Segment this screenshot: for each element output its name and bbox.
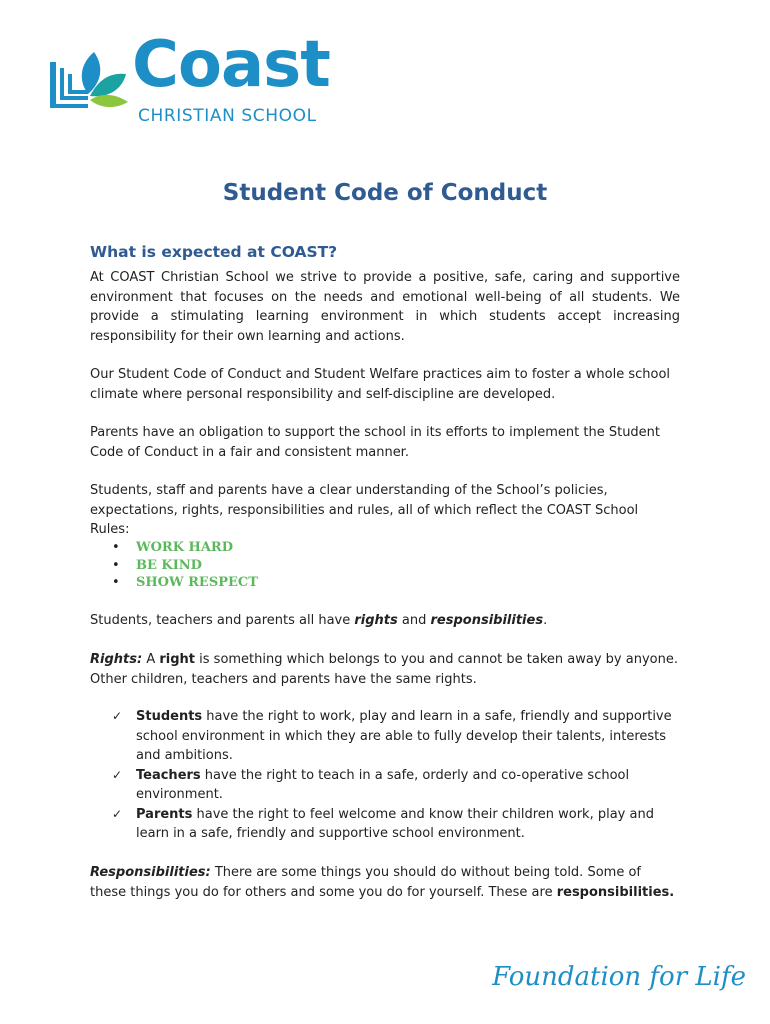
book-leaf-icon <box>48 50 130 112</box>
page-title: Student Code of Conduct <box>222 180 548 206</box>
checkmark-icon: ✓ <box>112 709 123 723</box>
checkmark-icon: ✓ <box>112 806 123 821</box>
paragraph-climate: Our Student Code of Conduct and Student Welfare practices aim to foster a whole school climate where personal responsibility and self-discipline are developed. <box>90 367 671 402</box>
paragraph-understanding: Students, staff and parents have a clear understanding of the School’s policies, expectations, rights, responsibilities and rules, all of which reflect the COAST School Rules: <box>90 483 639 537</box>
list-item: ✓ Parents have the right to feel welcome and know their children work, play and learn in a safe, friendly and supportive school environment. <box>112 806 654 841</box>
logo-subtitle: CHRISTIAN SCHOOL <box>138 106 317 126</box>
checkmark-icon: ✓ <box>112 767 123 782</box>
list-item: • WORK HARD <box>112 540 233 555</box>
rights-list <box>112 707 682 844</box>
list-item: ✓ Teachers have the right to teach in a safe, orderly and co-operative school environment. <box>112 767 630 802</box>
paragraph-parents: Parents have an obligation to support the school in its efforts to implement the Student Code of Conduct in a fair and consistent manner. <box>90 425 661 460</box>
school-logo <box>48 28 368 130</box>
list-item: • SHOW RESPECT <box>112 575 258 590</box>
school-rules-list <box>112 539 258 592</box>
paragraph-rights-intro: Students, teachers and parents all have rights and responsibilities. <box>90 613 548 628</box>
bullet-icon: • <box>112 575 120 590</box>
list-item: • BE KIND <box>112 557 202 573</box>
bullet-icon: • <box>112 540 120 555</box>
paragraph-rights-definition: Rights: A right is something which belongs to you and cannot be taken away by anyone. Other children, teachers and parents have the same rights. <box>90 652 678 687</box>
section-heading: What is expected at COAST? <box>90 243 338 261</box>
paragraph-intro: At COAST Christian School we strive to provide a positive, safe, caring and supportive environment that focuses on the needs and emotional well-being of all students. We provide a stimulating learning environment in which students accept increasing responsibility for their own learning and actions. <box>90 270 680 344</box>
bullet-icon: • <box>112 557 120 573</box>
logo-wordmark: Coast <box>132 28 330 102</box>
footer-tagline: Foundation for Life <box>492 962 746 992</box>
paragraph-responsibilities: Responsibilities: There are some things you should do without being told. Some of these things you do for others and some you do for yourself. These are responsibilities. <box>90 865 675 900</box>
list-item: ✓ Students have the right to work, play and learn in a safe, friendly and supportive school environment in which they are able to fully develop their talents, interests and ambitions. <box>112 709 672 763</box>
